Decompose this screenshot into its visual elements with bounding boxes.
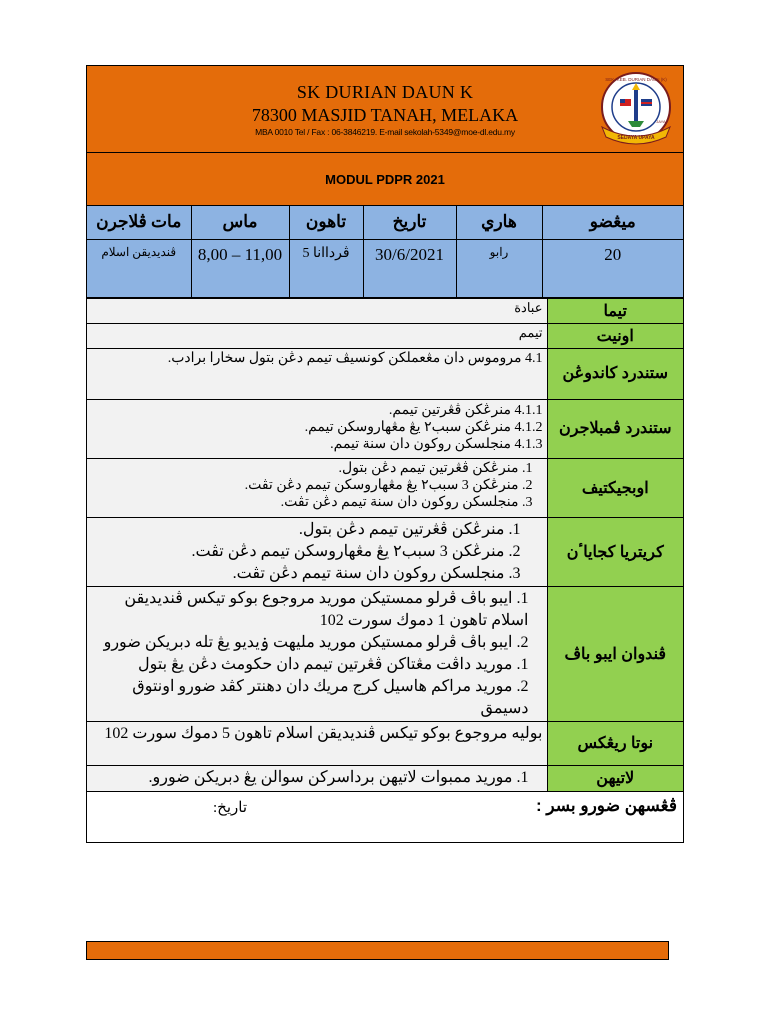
school-logo [596,71,676,147]
kriteria-value [87,517,547,586]
logo-top-text: SEK. KEB. DURIAN DAUN (K) [605,77,667,82]
panduan-item: 1. ايبو باڤ ڤرلو ممستيكن موريد مروجوع بوكو تيكس ڤنديديقن اسلام تاهون 1 دموك سورت 102 [124,589,529,629]
unit-value: تيمم [87,323,547,348]
standard-pembelajaran-item: 4.1.3 منجلسكن روكون دان سنة تيمم. [330,436,543,452]
tema-label: تيما [547,298,683,323]
logo-word: JAYA [656,119,666,124]
kriteria-item: 3. منجلسكن روكون دان سنة تيمم دڠن تڤت. [232,564,521,582]
header-week: ميڠضو [542,206,683,239]
panduan-item: 2. موريد مراكم هاسيل كرج مريك دان دهنتر كڤد ضورو اونتوق دسيمق [132,677,529,717]
details-table [87,298,683,842]
panduan-item: 1. موريد داڤت مڠتاكن ڤڠرتين تيمم دان حكومث دڠن يڠ بتول [137,655,529,673]
tema-value: عبادة [87,298,547,323]
panduan-value [87,586,547,721]
header-year: تاهون [289,206,363,239]
value-time: 8,00 – 11,00 [191,239,289,297]
kriteria-item: 1. منرڠكن ڤڠرتين تيمم دڠن بتول. [298,520,521,538]
objektif-value [87,458,547,517]
signature-label: ڤڠسهن ضورو بسر : [535,795,677,815]
standard-pembelajaran-label: ستندرد ڤمبلاجرن [547,399,683,458]
objektif-label: اوبجيكتيف [547,458,683,517]
signature-date-label: تاريخ: [213,799,248,816]
header-date: تاريخ [363,206,456,239]
objektif-item: 1. منرڠكن ڤڠرتين تيمم دڠن بتول. [338,460,533,476]
latihan-value: 1. موريد ممبوات لاتيهن برداسركن سوالن يڠ دبريكن ضورو. [87,765,547,791]
lesson-plan-sheet [86,65,684,843]
kriteria-item: 2. منرڠكن 3 سبب٢ يڠ مڠهاروسكن تيمم دڠن تڤت. [191,542,521,560]
module-title: MODUL PDPR 2021 [87,153,683,206]
value-day: رابو [456,239,542,297]
school-address: 78300 MASJID TANAH, MELAKA [251,105,519,125]
standard-pembelajaran-item: 4.1.1 منرڠكن ڤڠرتين تيمم. [388,402,543,418]
signature-row [87,791,683,842]
panduan-item: 2. ايبو باڤ ڤرلو ممستيكن موريد مليهت ۏيديو يڠ تله دبريكن ضورو [103,633,529,651]
school-name: SK DURIAN DAUN K [296,82,474,102]
header-time: ماس [191,206,289,239]
kriteria-label: كريتريا كجاياٴن [547,517,683,586]
footer-bar [86,941,669,960]
panduan-label: ڤندوان ايبو باڤ [547,586,683,721]
unit-label: اونيت [547,323,683,348]
nota-label: نوتا ريڠكس [547,721,683,765]
standard-pembelajaran-value [87,399,547,458]
value-year: ڤرداانا 5 [289,239,363,297]
header-subject: مات ڤلاجرن [87,206,191,239]
value-subject: ڤنديديقن اسلام [87,239,191,297]
value-date: 30/6/2021 [363,239,456,297]
logo-motto: SEDAYA UPAYA [617,135,655,141]
school-contact: MBA 0010 Tel / Fax : 06-3846219. E-mail sekolah-5349@moe-dl.edu.my [255,127,515,137]
standard-kandungan-value: 4.1 مروموس دان مڠعملكن كونسيڤ تيمم دڠن بتول سخارا برادب. [87,348,547,399]
objektif-item: 2. منرڠكن 3 سبب٢ يڠ مڠهاروسكن تيمم دڠن تڤت. [244,477,533,493]
header-day: هاري [456,206,542,239]
standard-pembelajaran-item: 4.1.2 منرڠكن سبب٢ يڠ مڠهاروسكن تيمم. [304,419,543,435]
info-table [87,206,683,298]
nota-value: بوليه مروجوع بوكو تيكس ڤنديديقن اسلام تاهون 5 دموك سورت 102 [87,721,547,765]
objektif-item: 3. منجلسكن روكون دان سنة تيمم دڠن تڤت. [280,494,533,510]
value-week: 20 [542,239,683,297]
latihan-label: لاتيهن [547,765,683,791]
school-header [87,66,683,153]
standard-kandungan-label: ستندرد كاندوڠن [547,348,683,399]
